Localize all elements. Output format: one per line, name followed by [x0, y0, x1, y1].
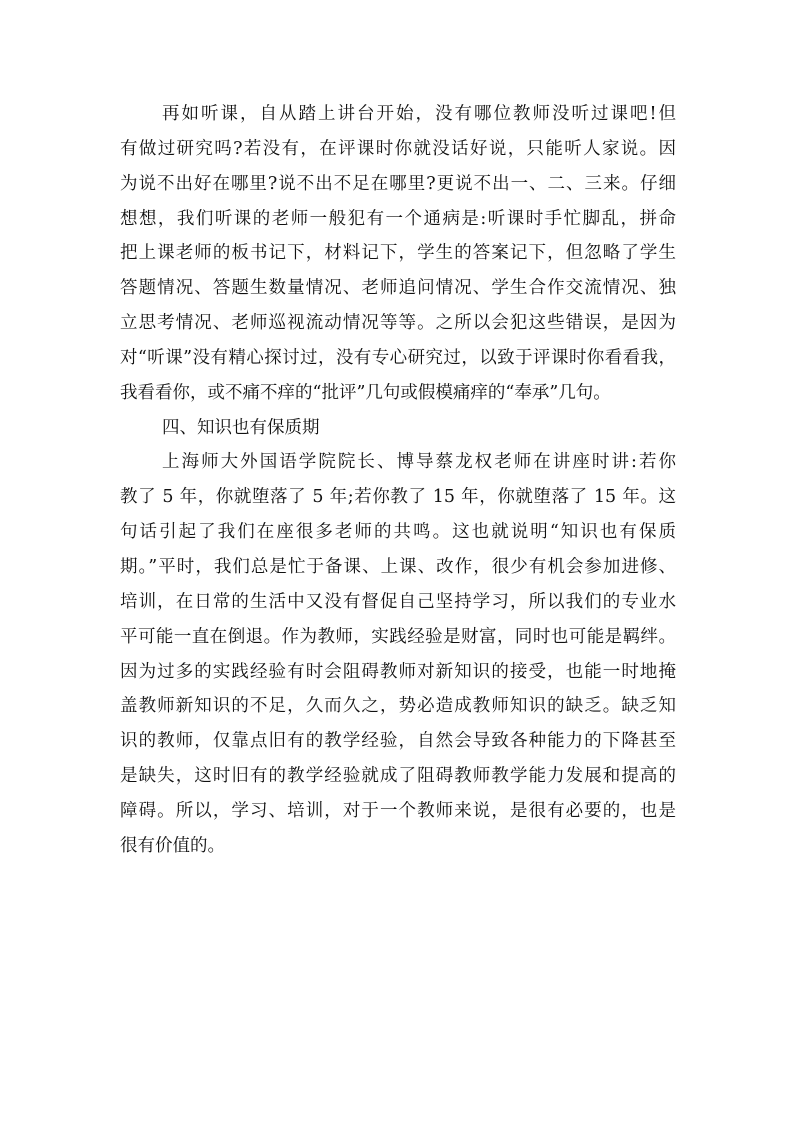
paragraph-line: 我看看你，或不痛不痒的“批评”几句或假模痛痒的“奉承”几句。 [120, 382, 611, 403]
paragraph-line: 盖教师新知识的不足，久而久之，势必造成教师知识的缺乏。缺乏知 [120, 696, 676, 717]
paragraph-line: 句话引起了我们在座很多老师的共鸣。这也就说明“知识也有保质 [120, 522, 676, 543]
paragraph-line: 是缺失，这时旧有的教学经验就成了阻碍教师教学能力发展和提高的 [120, 766, 676, 787]
paragraph-line: 障碍。所以，学习、培训，对于一个教师来说，是很有必要的，也是 [120, 800, 676, 821]
paragraph-line: 答题情况、答题生数量情况、老师追问情况、学生合作交流情况、独 [120, 278, 676, 299]
document-page [120, 97, 676, 864]
paragraph-line: 为说不出好在哪里?说不出不足在哪里?更说不出一、二、三来。仔细 [120, 173, 676, 194]
paragraph-line: 培训，在日常的生活中又没有督促自己坚持学习，所以我们的专业水 [120, 591, 676, 612]
paragraph-line: 平可能一直在倒退。作为教师，实践经验是财富，同时也可能是羁绊。 [120, 626, 676, 647]
paragraph-line: 把上课老师的板书记下，材料记下，学生的答案记下，但忽略了学生 [120, 243, 676, 264]
paragraph-line: 上海师大外国语学院院长、博导蔡龙权老师在讲座时讲:若你 [162, 452, 676, 473]
paragraph-line: 对“听课”没有精心探讨过，没有专心研究过，以致于评课时你看看我， [120, 347, 676, 368]
paragraph-line: 有做过研究吗?若没有，在评课时你就没话好说，只能听人家说。因 [120, 138, 676, 159]
paragraph-line: 再如听课，自从踏上讲台开始，没有哪位教师没听过课吧!但 [162, 104, 676, 124]
paragraph-listening-to-lessons [120, 97, 676, 411]
paragraph-line: 因为过多的实践经验有时会阻碍教师对新知识的接受，也能一时地掩 [120, 661, 676, 682]
paragraph-line: 很有价值的。 [120, 835, 225, 856]
paragraph-line: 想想，我们听课的老师一般犯有一个通病是:听课时手忙脚乱，拼命 [120, 208, 676, 229]
paragraph-knowledge-shelf-life [120, 445, 676, 863]
paragraph-line: 期。”平时，我们总是忙于备课、上课、改作，很少有机会参加进修、 [120, 556, 676, 577]
paragraph-line: 识的教师，仅靠点旧有的教学经验，自然会导致各种能力的下降甚至 [120, 731, 676, 752]
paragraph-line: 教了 5 年，你就堕落了 5 年;若你教了 15 年，你就堕落了 15 年。这 [120, 487, 676, 508]
paragraph-line: 立思考情况、老师巡视流动情况等等。之所以会犯这些错误，是因为 [120, 313, 676, 334]
section-heading: 四、知识也有保质期 [162, 417, 320, 438]
